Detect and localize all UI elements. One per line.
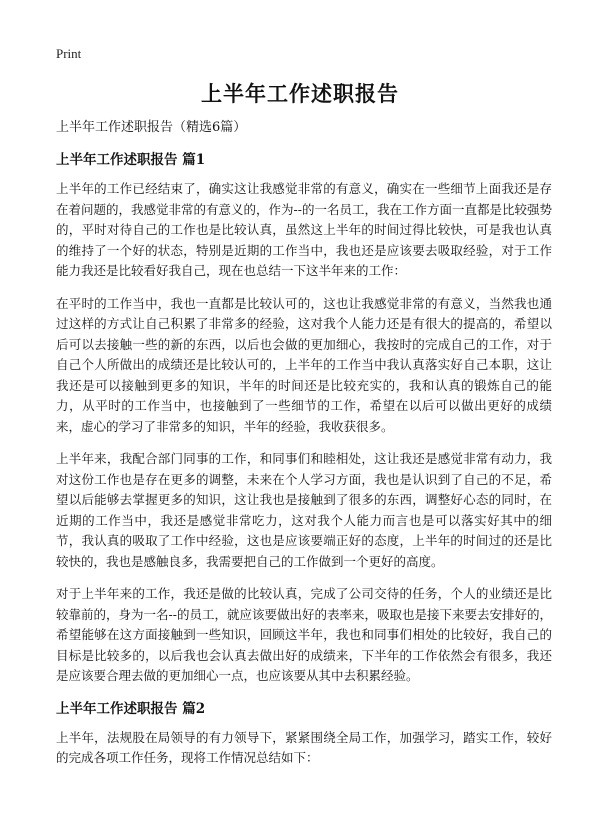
section-1 xyxy=(56,150,552,687)
document-subtitle: 上半年工作述职报告（精选6篇） xyxy=(56,120,247,135)
print-label[interactable]: Print xyxy=(56,46,82,61)
section-heading: 上半年工作述职报告 篇1 xyxy=(56,152,206,168)
section-2 xyxy=(56,699,552,769)
paragraph: 对于上半年来的工作，我还是做的比较认真，完成了公司交待的任务，个人的业绩还是比较靠前的，身为一名--的员工，就应该要做出好的表率来，吸取也是接下来要去安排好的，希望能够在这方面接触到一些知识，回顾这半年，我也和同事们相处的比较好，我自己的目标是比较多的，以后我也会认真去做出好的成绩来，下半年的工作依然会有很多，我还是应该要合理去做的更加细心一点，也应该要从其中去积累经验。 xyxy=(56,586,552,683)
paragraph: 在平时的工作当中，我也一直都是比较认可的，这也让我感觉非常的有意义，当然我也通过这样的方式让自己积累了非常多的经验，这对我个人能力还是有很大的提高的，希望以后可以去接触一些的新的东西，以后也会做的更加细心，我按时的完成自己的工作，对于自己个人所做出的成绩还是比较认可的，上半年的工作当中我认真落实好自己本职，这让我还是可以接触到更多的知识，半年的时间还是比较充实的，我和认真的锻炼自己的能力，从平时的工作当中，也接触到了一些细节的工作，希望在以后可以做出更好的成绩来，虚心的学习了非常多的知识，半年的经验，我收获很多。 xyxy=(56,295,552,434)
paragraph: 上半年来，我配合部门同事的工作，和同事们和睦相处，这让我还是感觉非常有动力，我对这份工作也是存在更多的调整，未来在个人学习方面，我也是认识到了自己的不足，希望以后能够去掌握更多的知识，这让我也是接触到了很多的东西，调整好心态的同时，在近期的工作当中，我还是感觉非常吃力，这对我个人能力而言也是可以落实好其中的细节，我认真的吸取了工作中经验，这也是应该要端正好的态度，上半年的时间过的还是比较快的，我也是感触良多，我需要把自己的工作做到一个更好的高度。 xyxy=(56,451,552,569)
paragraph: 上半年的工作已经结束了，确实这让我感觉非常的有意义，确实在一些细节上面我还是存在着问题的，我感觉非常的有意义的，作为--的一名员工，我在工作方面一直都是比较强势的，平时对待自己的工作也是比较认真，虽然这上半年的时间过得比较快，可是我也认真的维持了一个好的状态，特别是近期的工作当中，我也还是应该要去吸取经验，对于工作能力我还是比较看好我自己，现在也总结一下这半年来的工作： xyxy=(56,181,552,278)
paragraph: 上半年，法规股在局领导的有力领导下，紧紧围绕全局工作，加强学习，踏实工作，较好的完成各项工作任务，现将工作情况总结如下： xyxy=(56,729,552,765)
section-heading: 上半年工作述职报告 篇2 xyxy=(56,700,206,717)
page-title: 上半年工作述职报告 xyxy=(201,81,399,106)
document-body xyxy=(56,118,552,781)
